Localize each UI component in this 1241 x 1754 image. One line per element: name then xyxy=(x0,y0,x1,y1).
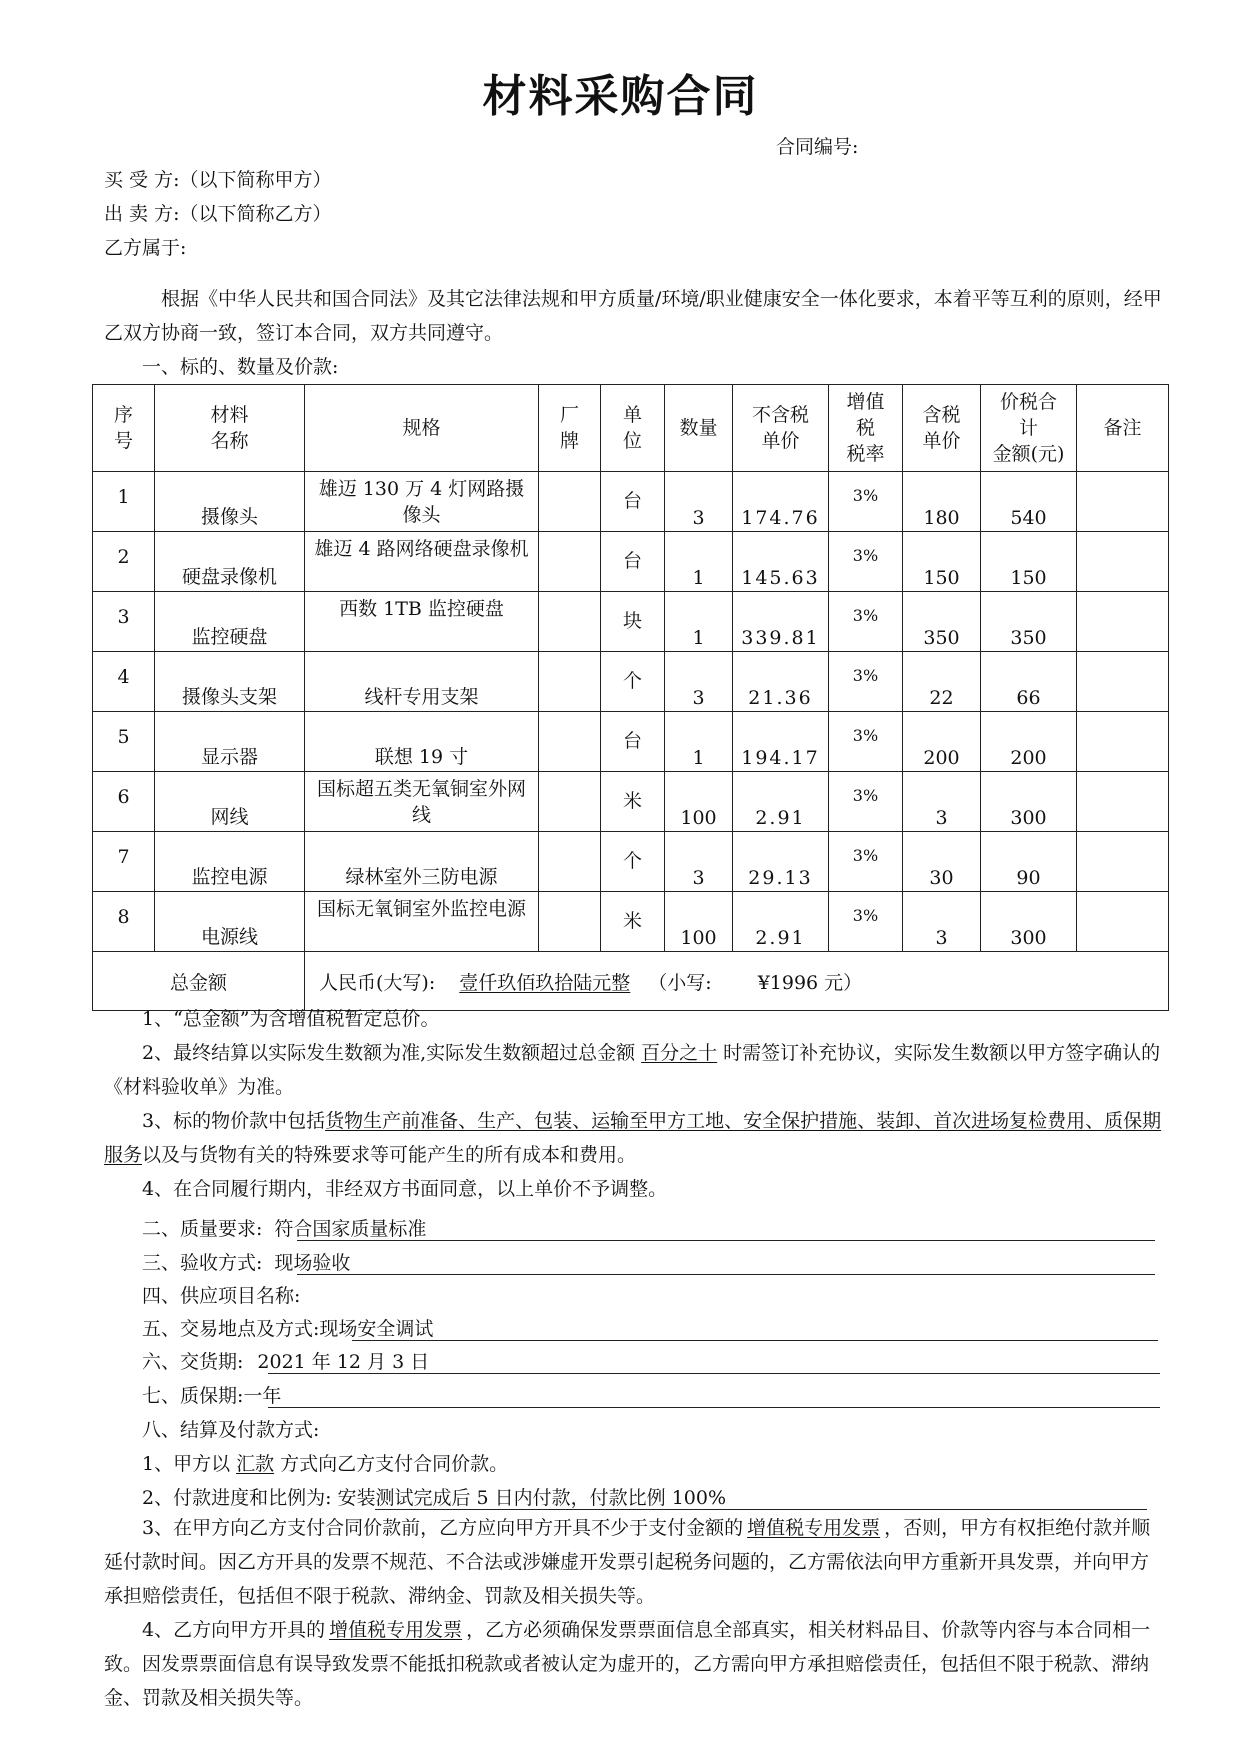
quality-underline xyxy=(297,1240,1155,1241)
cell-amount: 300 xyxy=(981,772,1077,832)
cell-name: 监控硬盘 xyxy=(155,592,305,652)
trade-place-method: 五、交易地点及方式:现场安全调试 xyxy=(142,1318,434,1340)
cell-price-ex-tax: 29.13 xyxy=(733,832,829,892)
header-vat-rate: 增值 税 税率 xyxy=(829,385,903,472)
cell-price-ex-tax: 2.91 xyxy=(733,892,829,952)
cell-spec: 线杆专用支架 xyxy=(305,652,539,712)
cell-no: 5 xyxy=(93,712,155,772)
header-brand: 厂 牌 xyxy=(539,385,601,472)
cell-spec: 西数 1TB 监控硬盘 xyxy=(305,592,539,652)
payment-schedule-value: 安装测试完成后 5 日内付款，付款比例 100% xyxy=(337,1487,727,1509)
cell-spec: 联想 19 寸 xyxy=(305,712,539,772)
cell-price-ex-tax: 145.63 xyxy=(733,532,829,592)
clause-3-included-items: 货物生产前准备、生产、包装、运输至甲方工地、安全保护措施、装卸、首次进场复检费用、质保期服务 xyxy=(104,1110,1162,1166)
cell-unit: 块 xyxy=(601,592,665,652)
seller-line: 出 卖 方:（以下简称乙方） xyxy=(104,203,332,225)
supply-project-name: 四、供应项目名称: xyxy=(142,1285,301,1307)
cell-unit: 个 xyxy=(601,832,665,892)
cell-brand xyxy=(539,712,601,772)
payment-heading: 八、结算及付款方式: xyxy=(142,1419,320,1441)
cell-amount: 200 xyxy=(981,712,1077,772)
cell-brand xyxy=(539,652,601,712)
acceptance-method: 三、验收方式: 现场验收 xyxy=(142,1252,351,1274)
delivery-period: 六、交货期: 2021 年 12 月 3 日 xyxy=(142,1351,430,1373)
payment-method-value: 汇款 xyxy=(236,1453,275,1475)
cell-unit: 台 xyxy=(601,532,665,592)
cell-amount: 90 xyxy=(981,832,1077,892)
cell-name: 电源线 xyxy=(155,892,305,952)
seller-belongs-line: 乙方属于: xyxy=(104,237,187,259)
cell-vat-rate: 3% xyxy=(829,832,903,892)
cell-price-ex-tax: 21.36 xyxy=(733,652,829,712)
total-small-label: （小写: xyxy=(648,971,712,994)
acceptance-underline xyxy=(297,1274,1155,1275)
cell-vat-rate: 3% xyxy=(829,772,903,832)
cell-name: 监控电源 xyxy=(155,832,305,892)
clause-4: 4、在合同履行期内，非经双方书面同意，以上单价不予调整。 xyxy=(142,1178,668,1200)
cell-qty: 3 xyxy=(665,832,733,892)
place-underline xyxy=(352,1340,1158,1341)
cell-price-in-tax: 22 xyxy=(903,652,981,712)
cell-name: 摄像头支架 xyxy=(155,652,305,712)
header-price-ex-tax: 不含税 单价 xyxy=(733,385,829,472)
cell-brand xyxy=(539,532,601,592)
cell-no: 8 xyxy=(93,892,155,952)
cell-no: 3 xyxy=(93,592,155,652)
cell-vat-rate: 3% xyxy=(829,712,903,772)
cell-spec: 国标超五类无氧铜室外网线 xyxy=(305,772,539,832)
payment-method: 1、甲方以 汇款 方式向乙方支付合同价款。 xyxy=(142,1453,509,1475)
cell-no: 7 xyxy=(93,832,155,892)
clause-2-threshold: 百分之十 xyxy=(641,1042,718,1064)
cell-brand xyxy=(539,592,601,652)
invoice-type-2: 增值税专用发票 xyxy=(329,1619,463,1641)
cell-vat-rate: 3% xyxy=(829,472,903,532)
cell-amount: 540 xyxy=(981,472,1077,532)
intro-paragraph: 根据《中华人民共和国合同法》及其它法律法规和甲方质量/环境/职业健康安全一体化要求，本着平等互利的原则，经甲乙双方协商一致，签订本合同，双方共同遵守。 xyxy=(104,288,1162,344)
cell-spec: 雄迈 4 路网络硬盘录像机 xyxy=(305,532,539,592)
table-header-row xyxy=(93,385,1169,472)
header-name: 材料 名称 xyxy=(155,385,305,472)
cell-no: 2 xyxy=(93,532,155,592)
cell-unit: 米 xyxy=(601,892,665,952)
clause-2: 2、最终结算以实际发生数额为准,实际发生数额超过总金额 百分之十 时需签订补充协议，实际发生数额以甲方签字确认的《材料验收单》为准。 xyxy=(104,1042,1161,1098)
cell-no: 4 xyxy=(93,652,155,712)
cell-price-in-tax: 3 xyxy=(903,892,981,952)
cell-price-in-tax: 200 xyxy=(903,712,981,772)
quality-requirement: 二、质量要求: 符合国家质量标准 xyxy=(142,1218,427,1240)
materials-table xyxy=(92,384,1169,1011)
cell-no: 6 xyxy=(93,772,155,832)
cell-name: 显示器 xyxy=(155,712,305,772)
cell-qty: 3 xyxy=(665,652,733,712)
cell-name: 网线 xyxy=(155,772,305,832)
cell-qty: 1 xyxy=(665,712,733,772)
table-row xyxy=(93,592,1169,652)
table-row xyxy=(93,712,1169,772)
cell-vat-rate: 3% xyxy=(829,592,903,652)
cell-price-in-tax: 3 xyxy=(903,772,981,832)
cell-price-ex-tax: 2.91 xyxy=(733,772,829,832)
table-row xyxy=(93,472,1169,532)
total-prefix: 人民币(大写): xyxy=(319,971,436,994)
warranty-underline xyxy=(268,1407,1160,1408)
header-no: 序 号 xyxy=(93,385,155,472)
cell-unit: 台 xyxy=(601,472,665,532)
table-row xyxy=(93,772,1169,832)
payment-schedule: 2、付款进度和比例为: 安装测试完成后 5 日内付款，付款比例 100% xyxy=(142,1487,727,1509)
total-label: 总金额 xyxy=(93,952,305,1011)
header-price-in-tax: 含税 单价 xyxy=(903,385,981,472)
cell-spec: 雄迈 130 万 4 灯网路摄像头 xyxy=(305,472,539,532)
cell-vat-rate: 3% xyxy=(829,892,903,952)
cell-qty: 1 xyxy=(665,592,733,652)
buyer-line: 买 受 方:（以下简称甲方） xyxy=(104,169,332,191)
clause-3: 3、标的物价款中包括货物生产前准备、生产、包装、运输至甲方工地、安全保护措施、装卸、首次进场复检费用、质保期服务以及与货物有关的特殊要求等可能产生的所有成本和费用。 xyxy=(104,1110,1162,1166)
cell-vat-rate: 3% xyxy=(829,652,903,712)
table-row xyxy=(93,532,1169,592)
cell-price-in-tax: 150 xyxy=(903,532,981,592)
cell-unit: 个 xyxy=(601,652,665,712)
delivery-underline xyxy=(268,1373,1160,1374)
cell-price-ex-tax: 194.17 xyxy=(733,712,829,772)
quality-value: 符合国家质量标准 xyxy=(274,1218,427,1240)
cell-qty: 100 xyxy=(665,772,733,832)
table-row xyxy=(93,892,1169,952)
cell-brand xyxy=(539,832,601,892)
clause-1: 1、“总金额”为含增值税暂定总价。 xyxy=(142,1008,440,1030)
table-row xyxy=(93,832,1169,892)
cell-name: 摄像头 xyxy=(155,472,305,532)
cell-amount: 350 xyxy=(981,592,1077,652)
cell-note xyxy=(1077,832,1169,892)
cell-note xyxy=(1077,772,1169,832)
cell-note xyxy=(1077,712,1169,772)
header-note: 备注 xyxy=(1077,385,1169,472)
cell-name: 硬盘录像机 xyxy=(155,532,305,592)
payment-invoice-clause: 3、在甲方向乙方支付合同价款前，乙方应向甲方开具不少于支付金额的 增值税专用发票 ，否则，甲方有权拒绝付款并顺延付款时间。因乙方开具的发票不规范、不合法或涉嫌虚开发票引起税务问题的，乙方需依法向甲方重新开具发票，并向甲方承担赔偿责任，包括但不限于税款、滞纳金、罚款及相关损失等。 xyxy=(104,1517,1151,1607)
cell-note xyxy=(1077,652,1169,712)
cell-note xyxy=(1077,472,1169,532)
header-unit: 单 位 xyxy=(601,385,665,472)
cell-price-ex-tax: 174.76 xyxy=(733,472,829,532)
cell-price-ex-tax: 339.81 xyxy=(733,592,829,652)
delivery-value: 2021 年 12 月 3 日 xyxy=(257,1351,430,1373)
header-total-amount: 价税合 计 金额(元) xyxy=(981,385,1077,472)
total-small-value: ¥1996 元） xyxy=(757,971,863,994)
cell-brand xyxy=(539,892,601,952)
total-in-words: 壹仟玖佰玖拾陆元整 xyxy=(459,971,631,994)
header-qty: 数量 xyxy=(665,385,733,472)
cell-brand xyxy=(539,772,601,832)
cell-price-in-tax: 180 xyxy=(903,472,981,532)
table-row xyxy=(93,652,1169,712)
cell-note xyxy=(1077,532,1169,592)
invoice-type-1: 增值税专用发票 xyxy=(747,1517,881,1539)
cell-price-in-tax: 350 xyxy=(903,592,981,652)
payment-schedule-underline xyxy=(375,1509,1147,1510)
cell-qty: 100 xyxy=(665,892,733,952)
cell-vat-rate: 3% xyxy=(829,532,903,592)
cell-price-in-tax: 30 xyxy=(903,832,981,892)
contract-number-label: 合同编号: xyxy=(776,136,859,158)
section-1-heading: 一、标的、数量及价款: xyxy=(142,356,339,378)
cell-note xyxy=(1077,892,1169,952)
warranty-period: 七、质保期:一年 xyxy=(142,1385,282,1407)
acceptance-value: 现场验收 xyxy=(274,1252,351,1274)
cell-brand xyxy=(539,472,601,532)
cell-spec: 绿林室外三防电源 xyxy=(305,832,539,892)
cell-unit: 台 xyxy=(601,712,665,772)
cell-amount: 66 xyxy=(981,652,1077,712)
warranty-value: 一年 xyxy=(243,1385,282,1407)
cell-note xyxy=(1077,592,1169,652)
cell-no: 1 xyxy=(93,472,155,532)
cell-qty: 3 xyxy=(665,472,733,532)
payment-invoice-accuracy-clause: 4、乙方向甲方开具的 增值税专用发票 ，乙方必须确保发票票面信息全部真实，相关材料品目、价款等内容与本合同相一致。因发票票面信息有误导致发票不能抵扣税款或者被认定为虚开的，乙方需向甲方承担赔偿责任，包括但不限于税款、滞纳金、罚款及相关损失等。 xyxy=(104,1619,1151,1709)
cell-qty: 1 xyxy=(665,532,733,592)
place-value: 现场安全调试 xyxy=(319,1318,434,1340)
contract-title: 材料采购合同 xyxy=(482,71,759,122)
cell-spec: 国标无氧铜室外监控电源 xyxy=(305,892,539,952)
cell-unit: 米 xyxy=(601,772,665,832)
header-spec: 规格 xyxy=(305,385,539,472)
cell-amount: 150 xyxy=(981,532,1077,592)
cell-amount: 300 xyxy=(981,892,1077,952)
